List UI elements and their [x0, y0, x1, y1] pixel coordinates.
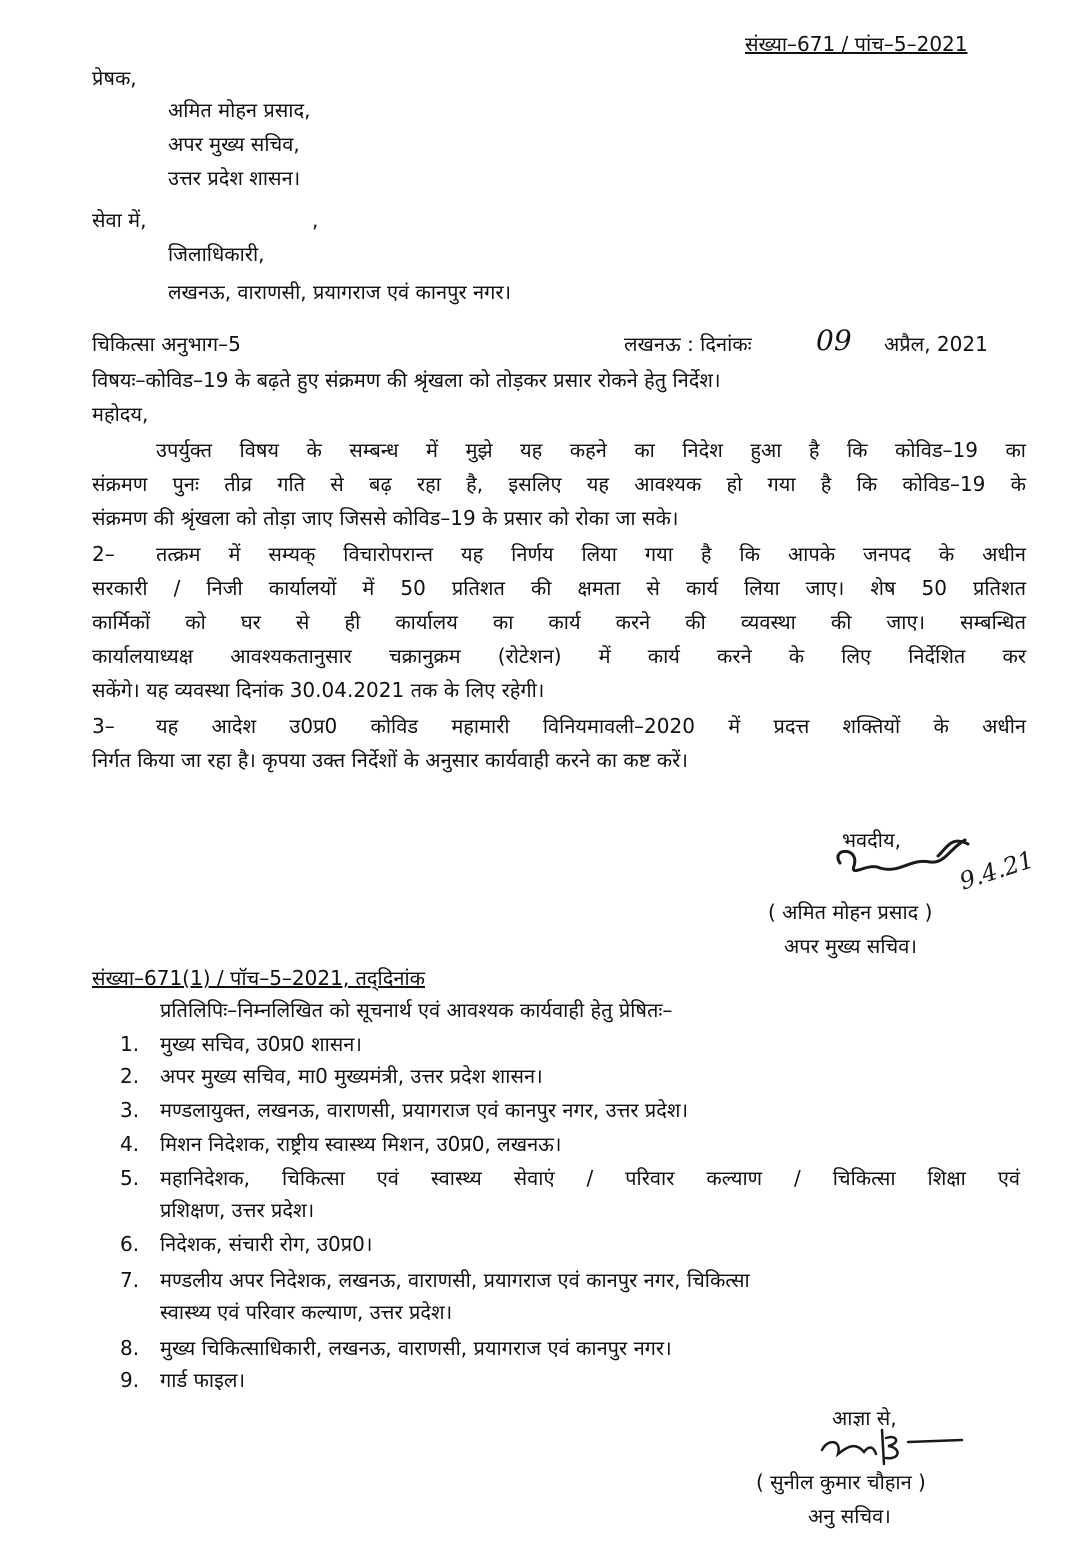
signatory-title: अपर मुख्य सचिव।: [784, 934, 917, 958]
list-item-text: महानिदेशक, चिकित्सा एवं स्वास्थ्य सेवाएं / परिवार कल्याण / चिकित्सा शिक्षा एवं: [160, 1166, 1020, 1190]
list-item-text: मण्डलीय अपर निदेशक, लखनऊ, वाराणसी, प्रयागराज एवं कानपुर नगर, चिकित्सा: [160, 1268, 750, 1292]
para2-line: सकेंगे। यह व्यवस्था दिनांक 30.04.2021 तक के लिए रहेगी।: [92, 678, 545, 702]
second-signatory-name: ( सुनील कुमार चौहान ): [756, 1470, 926, 1494]
list-item-number: 5.: [120, 1166, 140, 1190]
para2-line: कार्यालयाध्यक्ष आवश्यकतानुसार चक्रानुक्रम (रोटेशन) में कार्य करने के लिए निर्देशित कर: [92, 644, 1026, 668]
list-item-text: स्वास्थ्य एवं परिवार कल्याण, उत्तर प्रदेश।: [160, 1300, 453, 1324]
para2-line: तत्क्रम में सम्यक् विचारोपरान्त यह निर्णय लिया गया है कि आपके जनपद के अधीन: [156, 542, 1026, 566]
place-date-prefix: लखनऊ : दिनांकः: [624, 332, 752, 356]
subject-line: विषयः–कोविड–19 के बढ़ते हुए संक्रमण की श्रृंखला को तोड़कर प्रसार रोकने हेतु निर्देश।: [92, 368, 721, 392]
sender-label: प्रेषक,: [92, 66, 137, 90]
recipient-title: जिलाधिकारी,: [168, 242, 265, 266]
list-item-text: गार्ड फाइल।: [160, 1368, 246, 1392]
sender-name: अमित मोहन प्रसाद,: [168, 98, 311, 122]
para3-line: निर्गत किया जा रहा है। कृपया उक्त निर्देशों के अनुसार कार्यवाही करने का कष्ट करें।: [92, 748, 688, 772]
sender-designation: अपर मुख्य सचिव,: [168, 132, 300, 156]
list-item-number: 3.: [120, 1098, 140, 1122]
para1-line: संक्रमण की श्रृंखला को तोड़ा जाए जिससे कोविड–19 के प्रसार को रोका जा सके।: [92, 506, 679, 530]
list-item-text: मुख्य चिकित्साधिकारी, लखनऊ, वाराणसी, प्रयागराज एवं कानपुर नगर।: [160, 1336, 672, 1360]
copy-reference: संख्या–671(1) / पॉच–5–2021, तद्‌दिनांक: [92, 966, 425, 990]
list-item-text: अपर मुख्य सचिव, मा0 मुख्यमंत्री, उत्तर प्रदेश शासन।: [160, 1064, 543, 1088]
list-item-number: 2.: [120, 1064, 140, 1088]
para3-line: यह आदेश उ0प्र0 कोविड महामारी विनियमावली–2020 में प्रदत्त शक्तियों के अधीन: [156, 714, 1026, 738]
to-label: सेवा में,: [92, 208, 147, 232]
order-label: आज्ञा से,: [832, 1406, 897, 1430]
list-item-number: 1.: [120, 1032, 140, 1056]
list-item-number: 7.: [120, 1268, 140, 1292]
list-item-text: मुख्य सचिव, उ0प्र0 शासन।: [160, 1032, 362, 1056]
initials-signature: [812, 1424, 972, 1468]
date-day: 09: [816, 324, 852, 357]
para3-number: 3–: [92, 714, 115, 738]
list-item-number: 9.: [120, 1368, 140, 1392]
salutation: महोदय,: [92, 402, 149, 426]
list-item-number: 4.: [120, 1132, 140, 1156]
closing: भवदीय,: [842, 828, 901, 852]
recipient-districts: लखनऊ, वाराणसी, प्रयागराज एवं कानपुर नगर।: [168, 280, 512, 304]
signature-date: 9.4.21: [956, 845, 1038, 896]
list-item-number: 8.: [120, 1336, 140, 1360]
para2-line: सरकारी / निजी कार्यालयों में 50 प्रतिशत की क्षमता से कार्य लिया जाए। शेष 50 प्रतिशत: [92, 576, 1026, 600]
list-item-text: निदेशक, संचारी रोग, उ0प्र0।: [160, 1232, 373, 1256]
para1-line: संक्रमण पुनः तीव्र गति से बढ़ रहा है, इसलिए यह आवश्यक हो गया है कि कोविड–19 के: [92, 472, 1026, 496]
list-item-text: मण्डलायुक्त, लखनऊ, वाराणसी, प्रयागराज एवं कानपुर नगर, उत्तर प्रदेश।: [160, 1098, 689, 1122]
list-item-text: प्रशिक्षण, उत्तर प्रदेश।: [160, 1198, 315, 1222]
list-item-text: मिशन निदेशक, राष्ट्रीय स्वास्थ्य मिशन, उ0प्र0, लखनऊ।: [160, 1132, 562, 1156]
reference-number: संख्या–671 / पांच–5–2021: [745, 32, 968, 56]
to-comma: ,: [312, 208, 319, 232]
date-month-year: अप्रैल, 2021: [884, 332, 988, 356]
copy-intro: प्रतिलिपिः–निम्नलिखित को सूचनार्थ एवं आवश्यक कार्यवाही हेतु प्रेषितः–: [160, 998, 673, 1022]
section-label: चिकित्सा अनुभाग–5: [92, 332, 241, 356]
para2-line: कार्मिकों को घर से ही कार्यालय का कार्य करने की व्यवस्था की जाए। सम्बन्धित: [92, 610, 1026, 634]
second-signatory-title: अनु सचिव।: [808, 1504, 891, 1528]
sender-office: उत्तर प्रदेश शासन।: [168, 166, 301, 190]
list-item-number: 6.: [120, 1232, 140, 1256]
para1-line: उपर्युक्त विषय के सम्बन्ध में मुझे यह कहने का निदेश हुआ है कि कोविड–19 का: [156, 438, 1026, 462]
signatory-name: ( अमित मोहन प्रसाद ): [768, 900, 933, 924]
para2-number: 2–: [92, 542, 115, 566]
